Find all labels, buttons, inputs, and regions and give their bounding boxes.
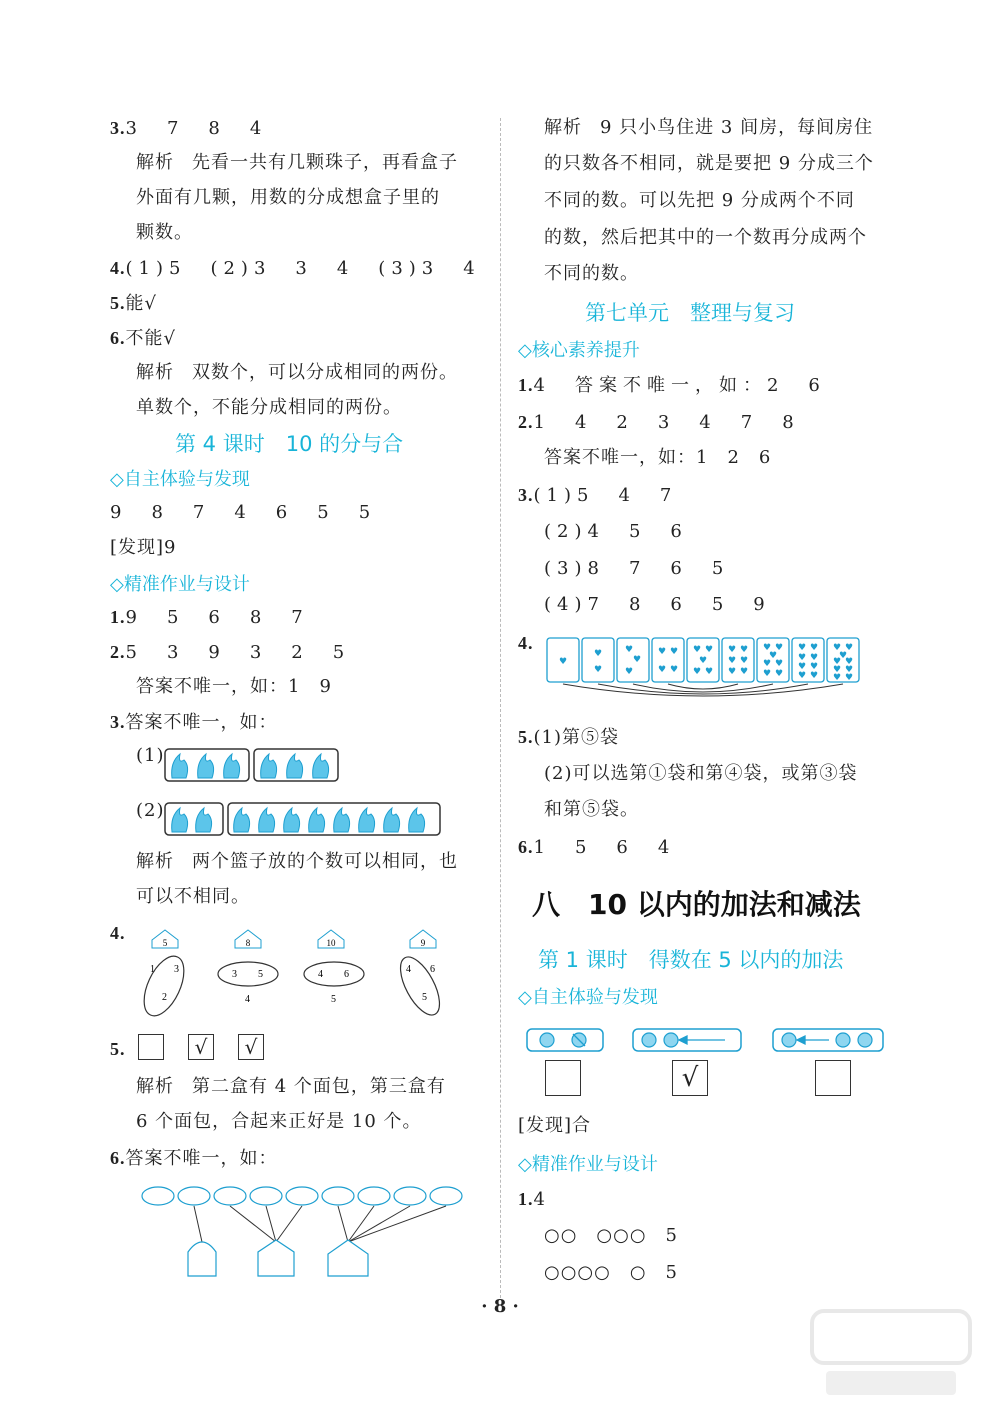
p2-number: 2.: [110, 642, 126, 662]
bird-number: 4: [406, 964, 411, 975]
svg-text:♥: ♥: [810, 662, 819, 672]
jiexi-text: 先看一共有几颗珠子，再看盒子: [192, 152, 458, 173]
jiexi-text: 两个篮子放的个数可以相同，也: [192, 851, 458, 872]
r4-playing-cards-figure: [545, 636, 865, 702]
p5-box-1: [138, 1034, 164, 1060]
q5-answer: 能√: [125, 293, 157, 314]
q4-line: [110, 257, 481, 280]
section-hexin: ◇核心素养提升: [518, 340, 640, 361]
svg-text:♥: ♥: [810, 671, 819, 681]
p4-line: [110, 922, 126, 945]
svg-text:♥: ♥: [833, 643, 842, 653]
rod-check-box-1: [545, 1060, 581, 1096]
svg-text:♥: ♥: [763, 643, 772, 653]
connector-lines: [158, 1206, 446, 1242]
p1-answer: 9 5 6 8 7: [125, 607, 309, 628]
svg-text:♥: ♥: [693, 645, 702, 655]
p1-number: 1.: [110, 607, 126, 627]
bird-number: 5: [258, 969, 263, 980]
q3-jiexi-line1: [136, 152, 458, 174]
jiexi-label: 解析: [136, 1076, 174, 1097]
s1-answer: 4: [533, 1189, 546, 1210]
q3-line: [110, 117, 267, 140]
bird-icons: [142, 1187, 462, 1205]
svg-text:♥: ♥: [839, 651, 848, 661]
r2-line: [518, 411, 800, 434]
r3-sub2: (2)4 5 6: [544, 521, 688, 542]
house-number: 10: [326, 938, 336, 948]
section-zizhu-right: ◇自主体验与发现: [518, 987, 658, 1008]
section-jingzhun-right: ◇精准作业与设计: [518, 1154, 658, 1175]
svg-text:♥: ♥: [775, 643, 784, 653]
watermark-logo: [806, 1303, 976, 1403]
p5-box-2: √: [188, 1034, 214, 1060]
q6-line: [110, 327, 176, 350]
p4-group-4: [393, 930, 448, 1021]
s1-circles-line2: ○○○○ ○ 5: [544, 1262, 678, 1283]
svg-text:♥: ♥: [594, 649, 603, 659]
section-zizhu-left: ◇自主体验与发现: [110, 469, 250, 490]
svg-text:♥: ♥: [670, 665, 679, 675]
p5-jiexi-line1: [136, 1076, 446, 1098]
p3-answer: 答案不唯一，如：: [125, 712, 278, 733]
svg-text:♥: ♥: [845, 643, 854, 653]
r-jiexi-line4: 的数，然后把其中的一个数再分成两个: [544, 227, 867, 248]
q6-jiexi-line1: [136, 362, 458, 384]
r1-number: 1.: [518, 375, 534, 395]
q4-answer: (1)5 (2)3 3 4 (3)3 4: [125, 258, 481, 279]
svg-text:♥: ♥: [763, 669, 772, 679]
page-number: · 8 ·: [481, 1296, 519, 1317]
r2-number: 2.: [518, 412, 534, 432]
p2-answer: 5 3 9 3 2 5: [125, 642, 351, 663]
svg-text:♥: ♥: [740, 645, 749, 655]
bird-number: 6: [344, 969, 349, 980]
faxian-right: [发现]合: [518, 1115, 592, 1136]
bird-number: 4: [318, 969, 323, 980]
unit8-title: 八 10 以内的加法和减法: [532, 888, 861, 921]
p3-number: 3.: [110, 712, 126, 732]
svg-text:♥: ♥: [769, 651, 778, 661]
r2-note: 答案不唯一，如：1 2 6: [544, 447, 772, 468]
svg-text:♥: ♥: [693, 667, 702, 677]
r5-line: [518, 726, 619, 749]
svg-text:♥: ♥: [658, 665, 667, 675]
bird-number: 5: [422, 992, 427, 1003]
svg-text:♥: ♥: [740, 656, 749, 666]
q5-line: [110, 292, 157, 315]
svg-text:♥: ♥: [810, 653, 819, 663]
r3-answer: (1)5 4 7: [533, 485, 678, 506]
house-number: 8: [245, 938, 251, 948]
svg-text:♥: ♥: [833, 665, 842, 675]
svg-text:♥: ♥: [845, 657, 854, 667]
rod-check-box-3: [815, 1060, 851, 1096]
r5-number: 5.: [518, 727, 534, 747]
svg-text:♥: ♥: [763, 659, 772, 669]
r4-line: [518, 632, 534, 655]
bird-number: 6: [430, 964, 435, 975]
p4-bird-house-figure: [130, 928, 480, 1024]
r5-answer: (1)第⑤袋: [533, 727, 619, 748]
svg-text:♥: ♥: [728, 645, 737, 655]
jiexi-label: 解析: [544, 117, 582, 138]
svg-text:♥: ♥: [798, 671, 807, 681]
r6-number: 6.: [518, 837, 534, 857]
bird-number: 2: [162, 992, 167, 1003]
r3-line: [518, 484, 677, 507]
r-jiexi-line2: 的只数各不相同，就是要把 9 分成三个: [544, 153, 874, 174]
jiexi-text: 双数个，可以分成相同的两份。: [192, 362, 458, 383]
r3-sub4: (4)7 8 6 5 9: [544, 594, 771, 615]
jiexi-label: 解析: [136, 152, 174, 173]
q5-number: 5.: [110, 293, 126, 313]
p6-line: [110, 1147, 278, 1170]
r6-line: [518, 836, 675, 859]
p4-group-2: [218, 930, 278, 1005]
r5-sub2-line1: (2)可以选第①袋和第④袋，或第③袋: [544, 763, 858, 784]
section-jingzhun-left: ◇精准作业与设计: [110, 574, 250, 595]
r-jiexi-line3: 不同的数。可以先把 9 分成两个不同: [544, 190, 855, 211]
svg-text:♥: ♥: [798, 653, 807, 663]
svg-text:♥: ♥: [705, 645, 714, 655]
jiexi-label: 解析: [136, 362, 174, 383]
q4-number: 4.: [110, 258, 126, 278]
p5-number: 5.: [110, 1039, 126, 1059]
p1-line: [110, 606, 309, 629]
p3-sub2-label: (2): [136, 800, 165, 821]
svg-text:♥: ♥: [740, 667, 749, 677]
q3-number: 3.: [110, 118, 126, 138]
svg-text:♥: ♥: [699, 656, 708, 666]
rod-check-box-2: √: [672, 1060, 708, 1096]
bird-number: 3: [232, 969, 237, 980]
r4-number: 4.: [518, 633, 534, 653]
bird-number: 1: [150, 964, 155, 975]
p4-group-1: [136, 930, 192, 1022]
svg-text:♥: ♥: [559, 657, 568, 667]
p6-answer: 答案不唯一，如：: [125, 1148, 278, 1169]
p5-box-3: √: [238, 1034, 264, 1060]
house-icons: [188, 1240, 368, 1276]
p2-line: [110, 641, 350, 664]
jiexi-text: 9 只小鸟住进 3 间房，每间房住: [600, 117, 874, 138]
r1-line: [518, 374, 826, 397]
q6-number: 6.: [110, 328, 126, 348]
svg-text:♥: ♥: [833, 673, 842, 683]
p4-number: 4.: [110, 923, 126, 943]
lesson1-title: 第 1 课时 得数在 5 以内的加法: [538, 948, 844, 972]
svg-text:♥: ♥: [798, 643, 807, 653]
bead-rods-figure: [525, 1026, 890, 1056]
q3-jiexi-line2: 外面有几颗，用数的分成想盒子里的: [136, 187, 440, 208]
p6-number: 6.: [110, 1148, 126, 1168]
p3-sub2-figure: [164, 802, 444, 838]
r-jiexi-line1: [544, 117, 873, 139]
q3-answer: 3 7 8 4: [125, 118, 268, 139]
svg-text:♥: ♥: [633, 655, 642, 665]
svg-text:♥: ♥: [625, 645, 634, 655]
svg-text:♥: ♥: [833, 657, 842, 667]
lesson4-title: 第 4 课时 10 的分与合: [175, 432, 404, 456]
q6-jiexi-line2: 单数个，不能分成相同的两份。: [136, 397, 402, 418]
p3-jiexi-line2: 可以不相同。: [136, 886, 250, 907]
s1-line: [518, 1188, 546, 1211]
column-divider: [500, 118, 501, 1298]
svg-text:♥: ♥: [775, 659, 784, 669]
r6-answer: 1 5 6 4: [533, 837, 676, 858]
svg-text:♥: ♥: [625, 667, 634, 677]
s1-number: 1.: [518, 1189, 534, 1209]
r3-sub3: (3)8 7 6 5: [544, 558, 730, 579]
zizhu-answer: 9 8 7 4 6 5 5: [110, 502, 377, 523]
p6-birds-houses-figure: [138, 1180, 478, 1280]
svg-text:♥: ♥: [728, 667, 737, 677]
s1-circles-line1: ○○ ○○○ 5: [544, 1225, 678, 1246]
r2-answer: 1 4 2 3 4 7 8: [533, 412, 800, 433]
p3-sub1-figure: [164, 748, 340, 784]
q3-jiexi-line3: 颗数。: [136, 222, 193, 243]
svg-text:♥: ♥: [845, 665, 854, 675]
svg-text:♥: ♥: [594, 665, 603, 675]
jiexi-text: 第二盒有 4 个面包，第三盒有: [192, 1076, 446, 1097]
faxian-left: [发现]9: [110, 537, 177, 558]
svg-text:♥: ♥: [658, 647, 667, 657]
bird-number: 3: [174, 964, 179, 975]
p4-group-3: [304, 930, 364, 1005]
bird-number: 4: [245, 994, 250, 1005]
r5-sub2-line2: 和第⑤袋。: [544, 799, 639, 820]
r-jiexi-line5: 不同的数。: [544, 263, 639, 284]
p5-jiexi-line2: 6 个面包，合起来正好是 10 个。: [136, 1111, 422, 1132]
unit7-title: 第七单元 整理与复习: [585, 301, 795, 325]
r3-number: 3.: [518, 485, 534, 505]
svg-text:♥: ♥: [798, 662, 807, 672]
jiexi-label: 解析: [136, 851, 174, 872]
p2-note: 答案不唯一，如：1 9: [136, 676, 332, 697]
svg-text:♥: ♥: [728, 656, 737, 666]
bird-number: 5: [331, 994, 336, 1005]
p3-sub1-label: (1): [136, 745, 165, 766]
svg-text:♥: ♥: [670, 647, 679, 657]
p3-jiexi-line1: [136, 851, 458, 873]
p3-line: [110, 711, 278, 734]
house-number: 9: [420, 938, 426, 948]
r1-answer: 4 答案不唯一，如：2 6: [533, 375, 826, 396]
p5-line: [110, 1038, 126, 1061]
svg-text:♥: ♥: [845, 673, 854, 683]
svg-text:♥: ♥: [775, 669, 784, 679]
svg-text:♥: ♥: [705, 667, 714, 677]
house-number: 5: [162, 938, 168, 948]
pairing-arcs: [563, 684, 843, 696]
svg-text:♥: ♥: [810, 643, 819, 653]
q6-answer: 不能√: [125, 328, 176, 349]
